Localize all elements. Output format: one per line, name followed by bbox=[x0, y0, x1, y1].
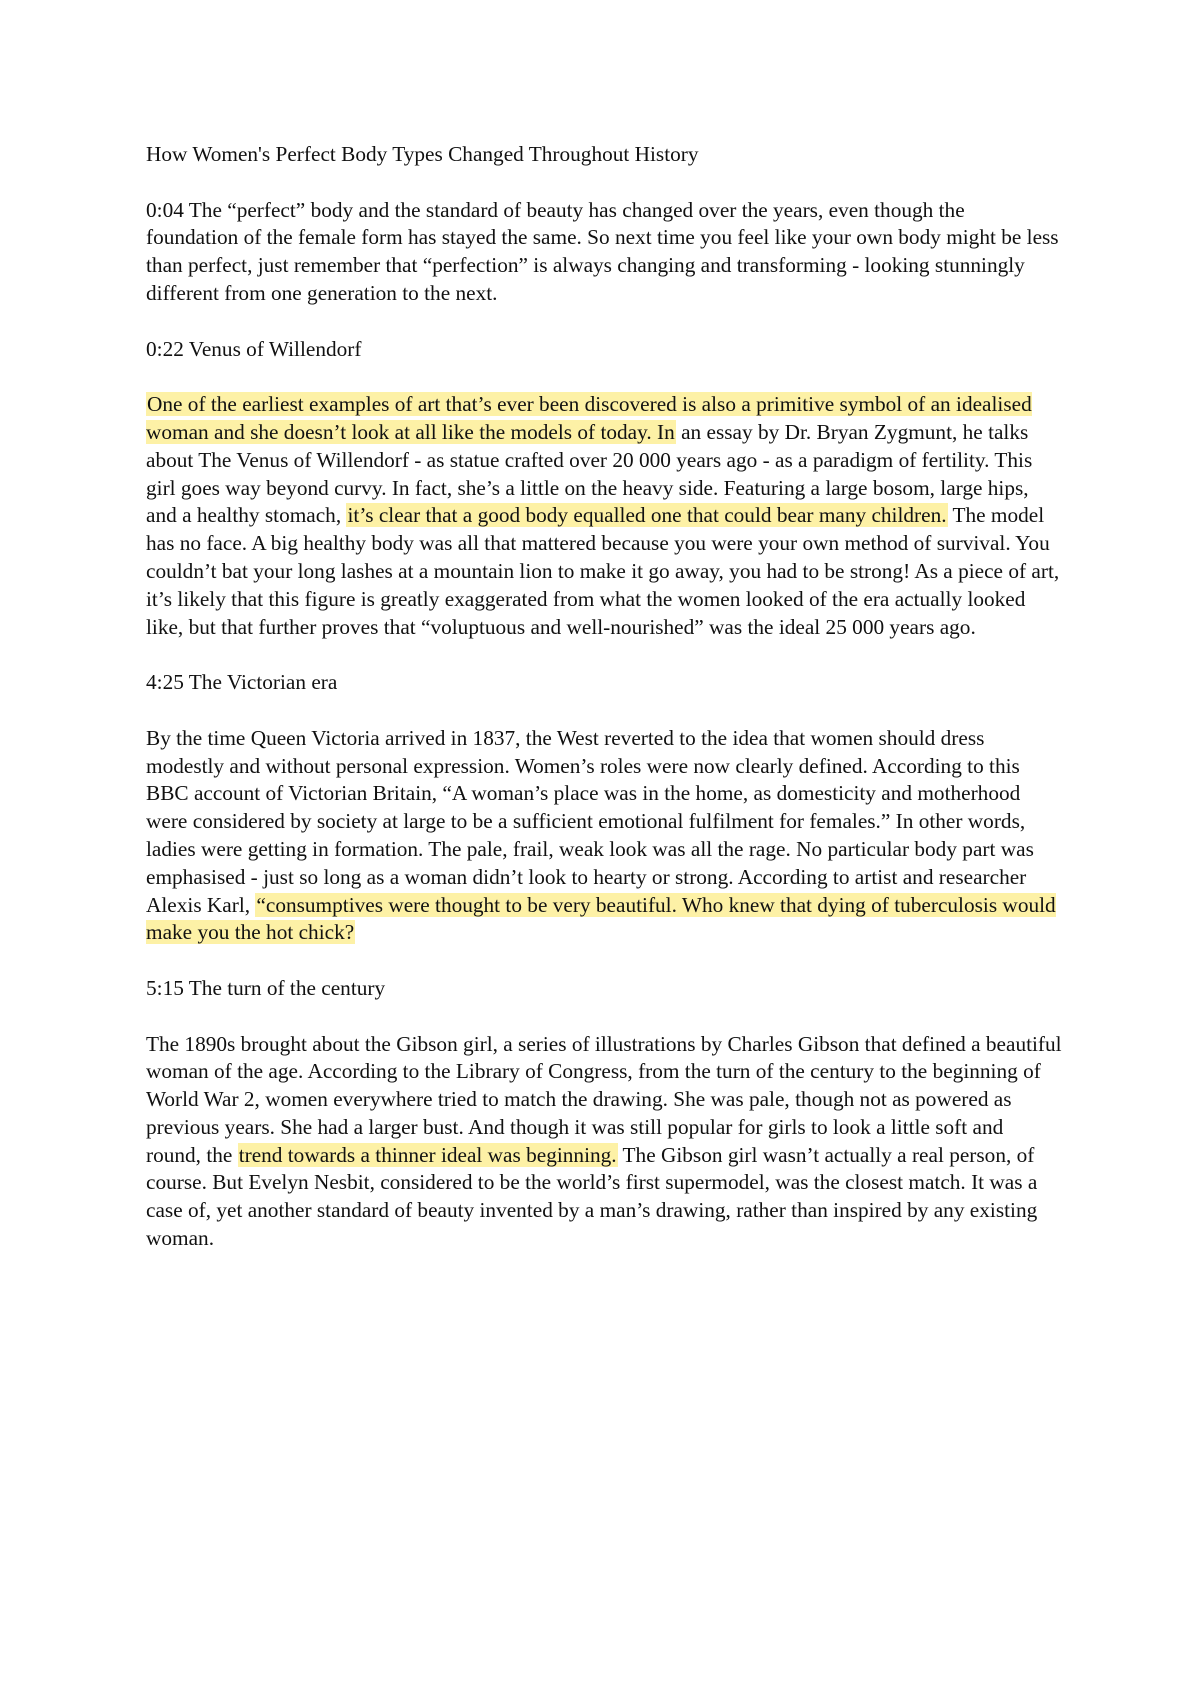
section-heading-venus: 0:22 Venus of Willendorf bbox=[146, 336, 362, 361]
body-text: an essay by Dr. Bryan Zygmunt, he talks about The Venus of Willendorf - as statue crafted over 20 000 years ago - as a paradigm of fertility. This girl goes way beyond curvy. In fact, she’s a little on the heavy side. Featuring a large bosom, large hips, and a healthy stomach, bbox=[146, 419, 1033, 528]
section-heading-century: 5:15 The turn of the century bbox=[146, 975, 386, 1000]
highlighted-text: trend towards a thinner ideal was beginning. bbox=[238, 1142, 617, 1167]
document-page bbox=[146, 141, 1062, 1281]
body-text: The Gibson girl wasn’t actually a real person, of course. But Evelyn Nesbit, considered to be the world’s first supermodel, was the closest match. It was a case of, yet another standard of beauty invented by a man’s drawing, rather than inspired by any existing woman. bbox=[146, 1142, 1038, 1251]
intro-paragraph: 0:04 The “perfect” body and the standard of beauty has changed over the years, even though the foundation of the female form has stayed the same. So next time you feel like your own body might be less than perfect, just remember that “perfection” is always changing and transforming - looking stunningly different from one generation to the next. bbox=[146, 197, 1059, 305]
document-title: How Women's Perfect Body Types Changed Throughout History bbox=[146, 142, 699, 166]
body-text: The 1890s brought about the Gibson girl, a series of illustrations by Charles Gibson that defined a beautiful woman of the age. According to the Library of Congress, from the turn of the century to the beginning of World War 2, women everywhere tried to match the drawing. She was pale, though not as powered as previous years. She had a larger bust. And though it was still popular for girls to look a little soft and round, the bbox=[146, 1031, 1062, 1167]
section-heading-victorian: 4:25 The Victorian era bbox=[146, 670, 338, 695]
highlighted-text: “consumptives were thought to be very beautiful. Who knew that dying of tuberculosis would make you the hot chick? bbox=[146, 892, 1056, 945]
highlighted-text: it’s clear that a good body equalled one that could bear many children. bbox=[347, 503, 947, 528]
section-paragraph-venus bbox=[146, 391, 1062, 641]
section-paragraph-century bbox=[146, 1031, 1062, 1253]
section-paragraph-victorian bbox=[146, 725, 1062, 947]
highlighted-text: One of the earliest examples of art that’s ever been discovered is also a primitive symbol of an idealised woman and she doesn’t look at all like the models of today. In bbox=[146, 392, 1032, 444]
body-text: The model has no face. A big healthy body was all that mattered because you were your own method of survival. You couldn’t bat your long lashes at a mountain lion to make it go away, you had to be strong! As a piece of art, it’s likely that this figure is greatly exaggerated from what the women looked of the era actually looked like, but that further proves that “voluptuous and well-nourished” was the ideal 25 000 years ago. bbox=[146, 503, 1060, 639]
body-text: By the time Queen Victoria arrived in 1837, the West reverted to the idea that women should dress modestly and without personal expression. Women’s roles were now clearly defined. According to this BBC account of Victorian Britain, “A woman’s place was in the home, as domesticity and motherhood were considered by society at large to be a sufficient emotional fulfilment for females.” In other words, ladies were getting in formation. The pale, frail, weak look was all the rage. No particular body part was emphasised - just so long as a woman didn’t look to hearty or strong. According to artist and researcher Alexis Karl, bbox=[146, 725, 1034, 917]
